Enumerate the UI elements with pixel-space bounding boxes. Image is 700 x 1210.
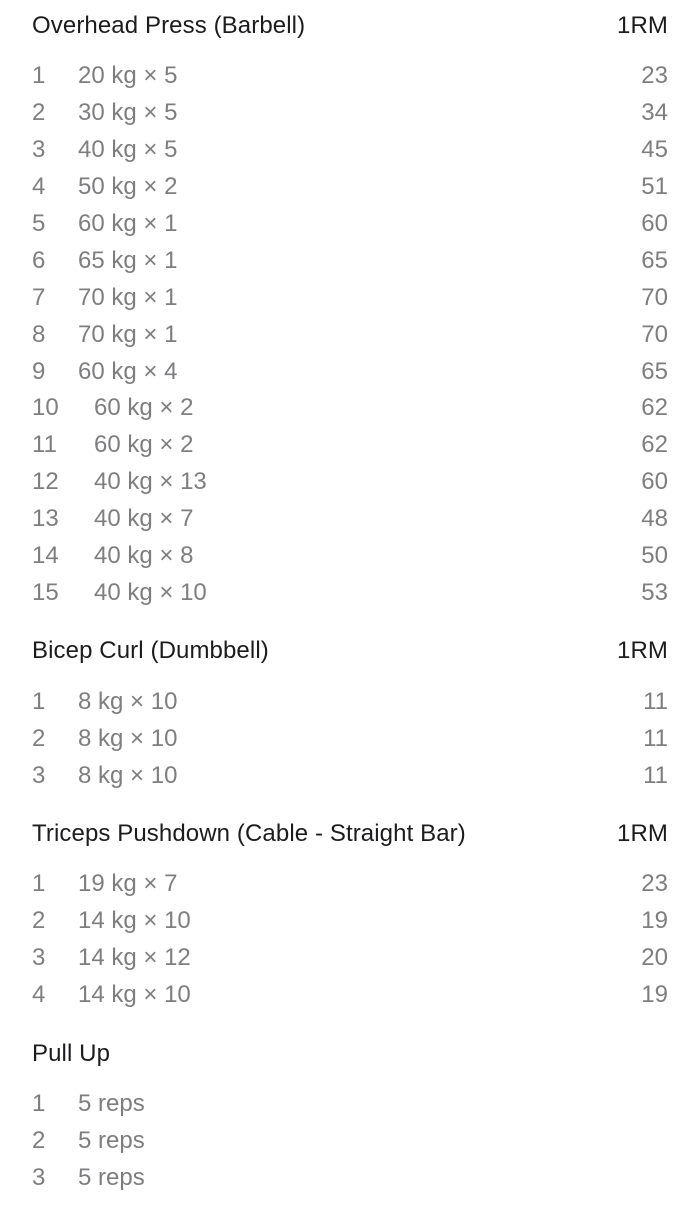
set-weight-reps: 40 kg × 7 [94, 505, 194, 533]
set-one-rep-max: 19 [641, 907, 668, 935]
exercise-header [32, 1028, 668, 1080]
set-weight-reps: 40 kg × 10 [94, 578, 207, 606]
exercise-name: Bicep Curl (Dumbbell) [32, 637, 269, 665]
exercise-block [0, 625, 700, 808]
set-weight-reps: 40 kg × 5 [78, 136, 178, 164]
set-row [32, 1122, 668, 1159]
set-number: 2 [32, 1126, 46, 1154]
set-row [32, 242, 668, 279]
set-weight-reps: 8 kg × 10 [78, 761, 178, 789]
set-number: 4 [32, 981, 46, 1009]
set-list [32, 860, 668, 1028]
set-list [32, 1080, 668, 1210]
set-one-rep-max: 70 [641, 320, 668, 348]
set-weight-reps: 8 kg × 10 [78, 687, 178, 715]
set-one-rep-max: 60 [641, 210, 668, 237]
set-number: 1 [32, 870, 46, 898]
set-one-rep-max: 65 [641, 357, 668, 385]
set-number: 3 [32, 944, 46, 972]
set-row [32, 720, 668, 757]
set-one-rep-max: 19 [641, 981, 668, 1009]
set-number: 3 [32, 761, 46, 789]
set-one-rep-max: 23 [641, 62, 668, 90]
set-weight-reps: 14 kg × 10 [78, 907, 191, 935]
set-weight-reps: 30 kg × 5 [78, 99, 178, 127]
set-number: 1 [32, 62, 46, 90]
set-one-rep-max: 65 [641, 246, 668, 274]
set-one-rep-max: 62 [641, 394, 668, 422]
set-one-rep-max: 23 [641, 870, 668, 898]
one-rep-max-column-label: 1RM [617, 12, 668, 39]
set-weight-reps: 5 reps [78, 1090, 145, 1118]
set-one-rep-max: 20 [641, 944, 668, 972]
set-row [32, 683, 668, 720]
set-row [32, 58, 668, 95]
set-row [32, 501, 668, 538]
set-weight-reps: 19 kg × 7 [78, 870, 178, 898]
set-row [32, 977, 668, 1014]
set-row [32, 279, 668, 316]
set-one-rep-max: 48 [641, 505, 668, 533]
set-weight-reps: 60 kg × 2 [94, 431, 194, 459]
set-one-rep-max: 11 [643, 687, 668, 715]
set-weight-reps: 40 kg × 13 [94, 468, 207, 496]
set-one-rep-max: 50 [641, 542, 668, 570]
set-number: 6 [32, 246, 46, 274]
set-row [32, 206, 668, 243]
set-number: 7 [32, 283, 46, 311]
one-rep-max-column-label: 1RM [617, 637, 668, 665]
set-weight-reps: 60 kg × 4 [78, 357, 178, 385]
set-row [32, 132, 668, 169]
set-weight-reps: 20 kg × 5 [78, 62, 178, 90]
set-number: 2 [32, 724, 46, 752]
set-row [32, 390, 668, 427]
exercise-block [0, 1028, 700, 1210]
set-row [32, 1159, 668, 1196]
exercise-name: Triceps Pushdown (Cable - Straight Bar) [32, 820, 466, 848]
set-one-rep-max: 51 [641, 173, 668, 201]
set-row [32, 427, 668, 464]
set-row [32, 353, 668, 390]
set-row [32, 169, 668, 206]
set-weight-reps: 60 kg × 1 [78, 210, 178, 237]
set-number: 12 [32, 468, 59, 496]
set-row [32, 1086, 668, 1123]
set-number: 9 [32, 357, 46, 385]
set-one-rep-max: 11 [643, 724, 668, 752]
set-row [32, 940, 668, 977]
set-number: 11 [32, 431, 57, 459]
set-weight-reps: 5 reps [78, 1163, 145, 1191]
set-number: 3 [32, 1163, 46, 1191]
set-weight-reps: 8 kg × 10 [78, 724, 178, 752]
set-weight-reps: 50 kg × 2 [78, 173, 178, 201]
exercise-header [32, 625, 668, 677]
exercise-header [32, 808, 668, 860]
set-number: 2 [32, 907, 46, 935]
set-row [32, 464, 668, 501]
set-number: 3 [32, 136, 46, 164]
set-number: 1 [32, 687, 46, 715]
set-row [32, 95, 668, 132]
set-number: 8 [32, 320, 46, 348]
set-number: 14 [32, 542, 59, 570]
set-one-rep-max: 34 [641, 99, 668, 127]
set-list [32, 52, 668, 625]
set-row [32, 866, 668, 903]
set-weight-reps: 60 kg × 2 [94, 394, 194, 422]
set-number: 13 [32, 505, 59, 533]
set-weight-reps: 65 kg × 1 [78, 246, 178, 274]
set-number: 10 [32, 394, 59, 422]
set-list [32, 677, 668, 808]
set-one-rep-max: 11 [643, 761, 668, 789]
set-number: 15 [32, 578, 59, 606]
set-number: 5 [32, 210, 46, 237]
set-weight-reps: 70 kg × 1 [78, 283, 178, 311]
set-row [32, 574, 668, 611]
one-rep-max-column-label: 1RM [617, 820, 668, 848]
set-one-rep-max: 53 [641, 578, 668, 606]
set-weight-reps: 14 kg × 10 [78, 981, 191, 1009]
set-number: 1 [32, 1090, 46, 1118]
set-number: 2 [32, 99, 46, 127]
set-one-rep-max: 45 [641, 136, 668, 164]
set-weight-reps: 5 reps [78, 1126, 145, 1154]
set-row [32, 538, 668, 575]
set-weight-reps: 14 kg × 12 [78, 944, 191, 972]
set-number: 4 [32, 173, 46, 201]
set-weight-reps: 70 kg × 1 [78, 320, 178, 348]
set-weight-reps: 40 kg × 8 [94, 542, 194, 570]
set-row [32, 903, 668, 940]
set-row [32, 316, 668, 353]
set-one-rep-max: 70 [641, 283, 668, 311]
exercise-header [32, 0, 668, 52]
exercise-block [0, 808, 700, 1028]
set-one-rep-max: 62 [641, 431, 668, 459]
set-one-rep-max: 60 [641, 468, 668, 496]
exercise-name: Overhead Press (Barbell) [32, 12, 306, 39]
set-row [32, 757, 668, 794]
exercise-name: Pull Up [32, 1039, 111, 1067]
